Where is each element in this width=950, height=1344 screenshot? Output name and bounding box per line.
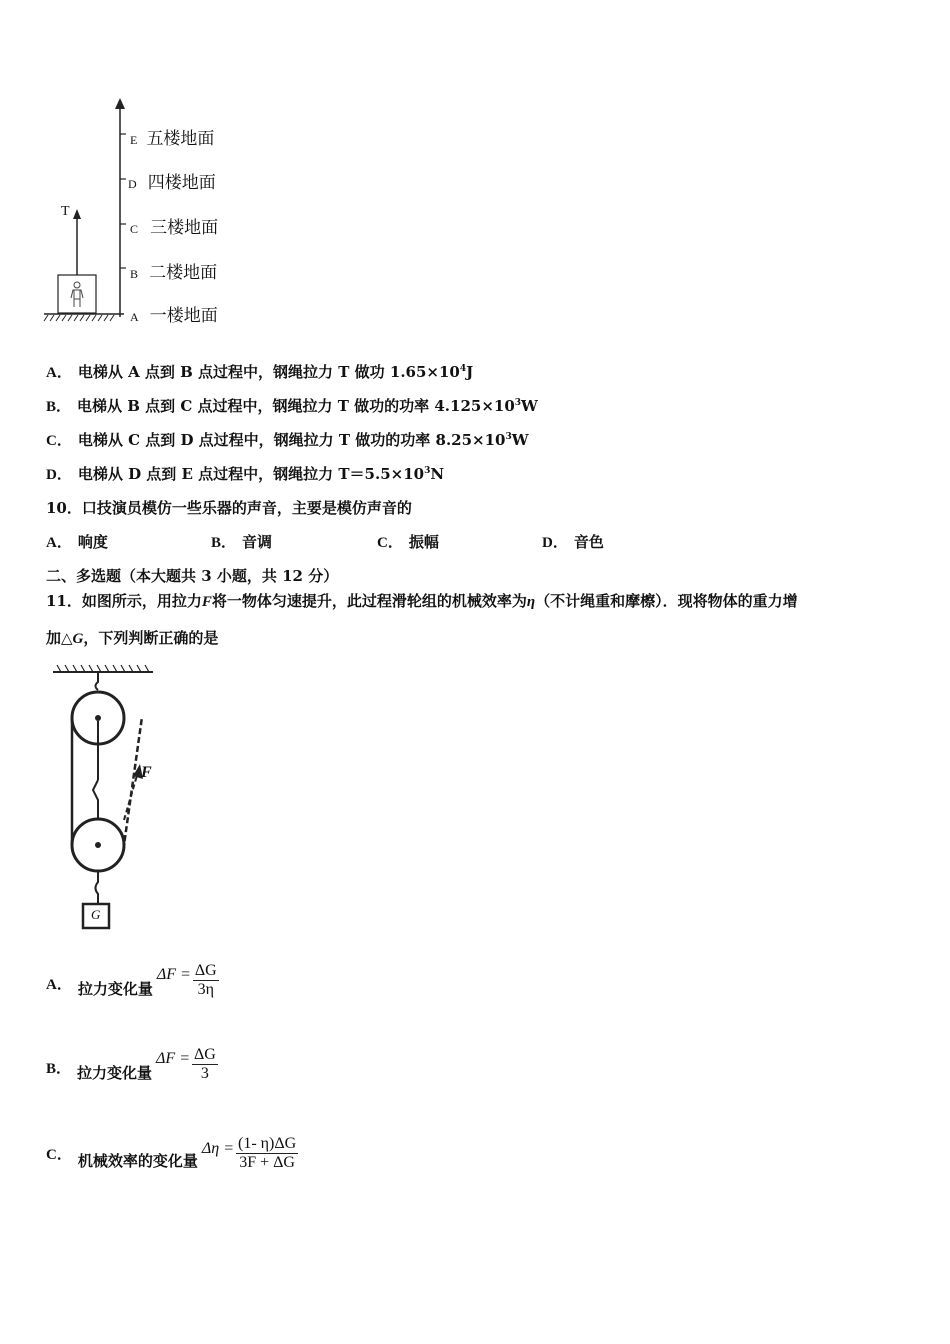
numerator: ΔG — [194, 1046, 216, 1063]
section-title: 二、多选题（本大题共 3 小题，共 12 分） — [46, 567, 339, 585]
q11-option-a — [46, 962, 219, 999]
q11-stem-line1 — [46, 590, 798, 611]
formula-lhs: ΔF = — [156, 965, 191, 983]
exponent: 3 — [424, 466, 431, 476]
q10-stem: 10．口技演员模仿一些乐器的声音，主要是模仿声音的 — [46, 499, 412, 517]
force-label-T: T — [61, 204, 70, 219]
denominator: 3F + ΔG — [239, 1154, 295, 1171]
option-label: B． — [211, 535, 237, 551]
q10-option-b — [211, 531, 272, 552]
formula-fraction — [193, 962, 219, 999]
formula-fraction — [192, 1046, 218, 1083]
option-label: A． — [46, 365, 72, 381]
q11-option-c — [46, 1135, 298, 1172]
floor-letter: D — [128, 177, 137, 191]
stem-text: 加△ — [46, 629, 73, 647]
option-text: 响度 — [77, 533, 108, 551]
q11-option-b — [46, 1046, 218, 1083]
formula-lhs: ΔF = — [156, 1049, 190, 1067]
exponent: 3 — [514, 398, 522, 408]
option-text: 电梯从 B 点到 C 点过程中，钢绳拉力 T 做功的功率 4.125×10 — [77, 397, 515, 415]
pulley-diagram — [45, 660, 170, 935]
floor-letter: C — [130, 222, 139, 236]
exponent: 3 — [505, 432, 512, 442]
var-F: F — [201, 594, 212, 610]
q10-option-d — [542, 531, 604, 552]
denominator: 3 — [200, 1065, 209, 1082]
exponent: 4 — [459, 364, 467, 374]
option-label: B． — [46, 399, 72, 415]
q11-stem-line2 — [46, 627, 218, 648]
var-eta: η — [526, 594, 536, 610]
option-label: D． — [46, 467, 72, 483]
option-text: 振幅 — [408, 533, 439, 551]
pulley-force-label: F — [141, 764, 152, 781]
option-text: 机械效率的变化量 — [77, 1152, 198, 1170]
option-label: D． — [542, 535, 568, 551]
q10-option-c — [377, 531, 439, 552]
floor-name: 五楼地面 — [146, 129, 215, 149]
option-text: 音调 — [242, 533, 273, 551]
pulley-weight-label: G — [91, 907, 101, 922]
floor-name: 三楼地面 — [150, 218, 219, 238]
stem-text: 将一物体匀速提升，此过程滑轮组的机械效率为 — [211, 592, 527, 610]
floor-label-e — [130, 124, 214, 149]
floor-letter: A — [130, 310, 139, 324]
floor-letter: E — [130, 133, 138, 147]
option-label: A． — [46, 977, 72, 993]
unit: N — [430, 465, 445, 483]
option-label: A． — [46, 535, 72, 551]
floor-name: 二楼地面 — [149, 263, 218, 283]
option-label: C． — [377, 535, 403, 551]
stem-text: （不计绳重和摩檫）．现将物体的重力增 — [535, 592, 798, 610]
unit: W — [511, 431, 529, 449]
floor-name: 一楼地面 — [149, 306, 218, 326]
stem-text: ，下列判断正确的是 — [83, 629, 219, 647]
option-text: 拉力变化量 — [77, 1064, 153, 1082]
q10-option-a — [46, 531, 108, 552]
floor-label-b — [130, 258, 217, 283]
q9-option-b — [46, 395, 538, 416]
unit: W — [521, 397, 538, 415]
option-text: 电梯从 A 点到 B 点过程中，钢绳拉力 T 做功 1.65×10 — [77, 363, 460, 381]
floor-label-a — [130, 301, 218, 326]
option-label: B． — [46, 1061, 72, 1077]
numerator: (1- η)ΔG — [237, 1135, 297, 1152]
var-G: G — [72, 631, 84, 647]
option-text: 电梯从 C 点到 D 点过程中，钢绳拉力 T 做功的功率 8.25×10 — [77, 431, 506, 449]
numerator: ΔG — [194, 962, 217, 979]
formula-fraction — [236, 1135, 298, 1172]
option-text: 拉力变化量 — [77, 980, 153, 998]
option-label: C． — [46, 433, 72, 449]
floor-letter: B — [130, 267, 139, 281]
denominator: 3η — [197, 981, 214, 998]
floor-name: 四楼地面 — [147, 173, 216, 193]
option-label: C． — [46, 1147, 72, 1163]
floor-label-c — [130, 213, 218, 238]
option-text: 电梯从 D 点到 E 点过程中，钢绳拉力 T＝5.5×10 — [77, 465, 425, 483]
stem-text: 11．如图所示，用拉力 — [46, 592, 202, 610]
option-text: 音色 — [573, 533, 604, 551]
q9-option-c — [46, 429, 529, 450]
floor-label-d — [128, 168, 216, 193]
q9-option-a — [46, 361, 473, 382]
q9-option-d — [46, 463, 444, 484]
formula-lhs: Δη = — [201, 1139, 234, 1157]
unit: J — [466, 363, 474, 381]
